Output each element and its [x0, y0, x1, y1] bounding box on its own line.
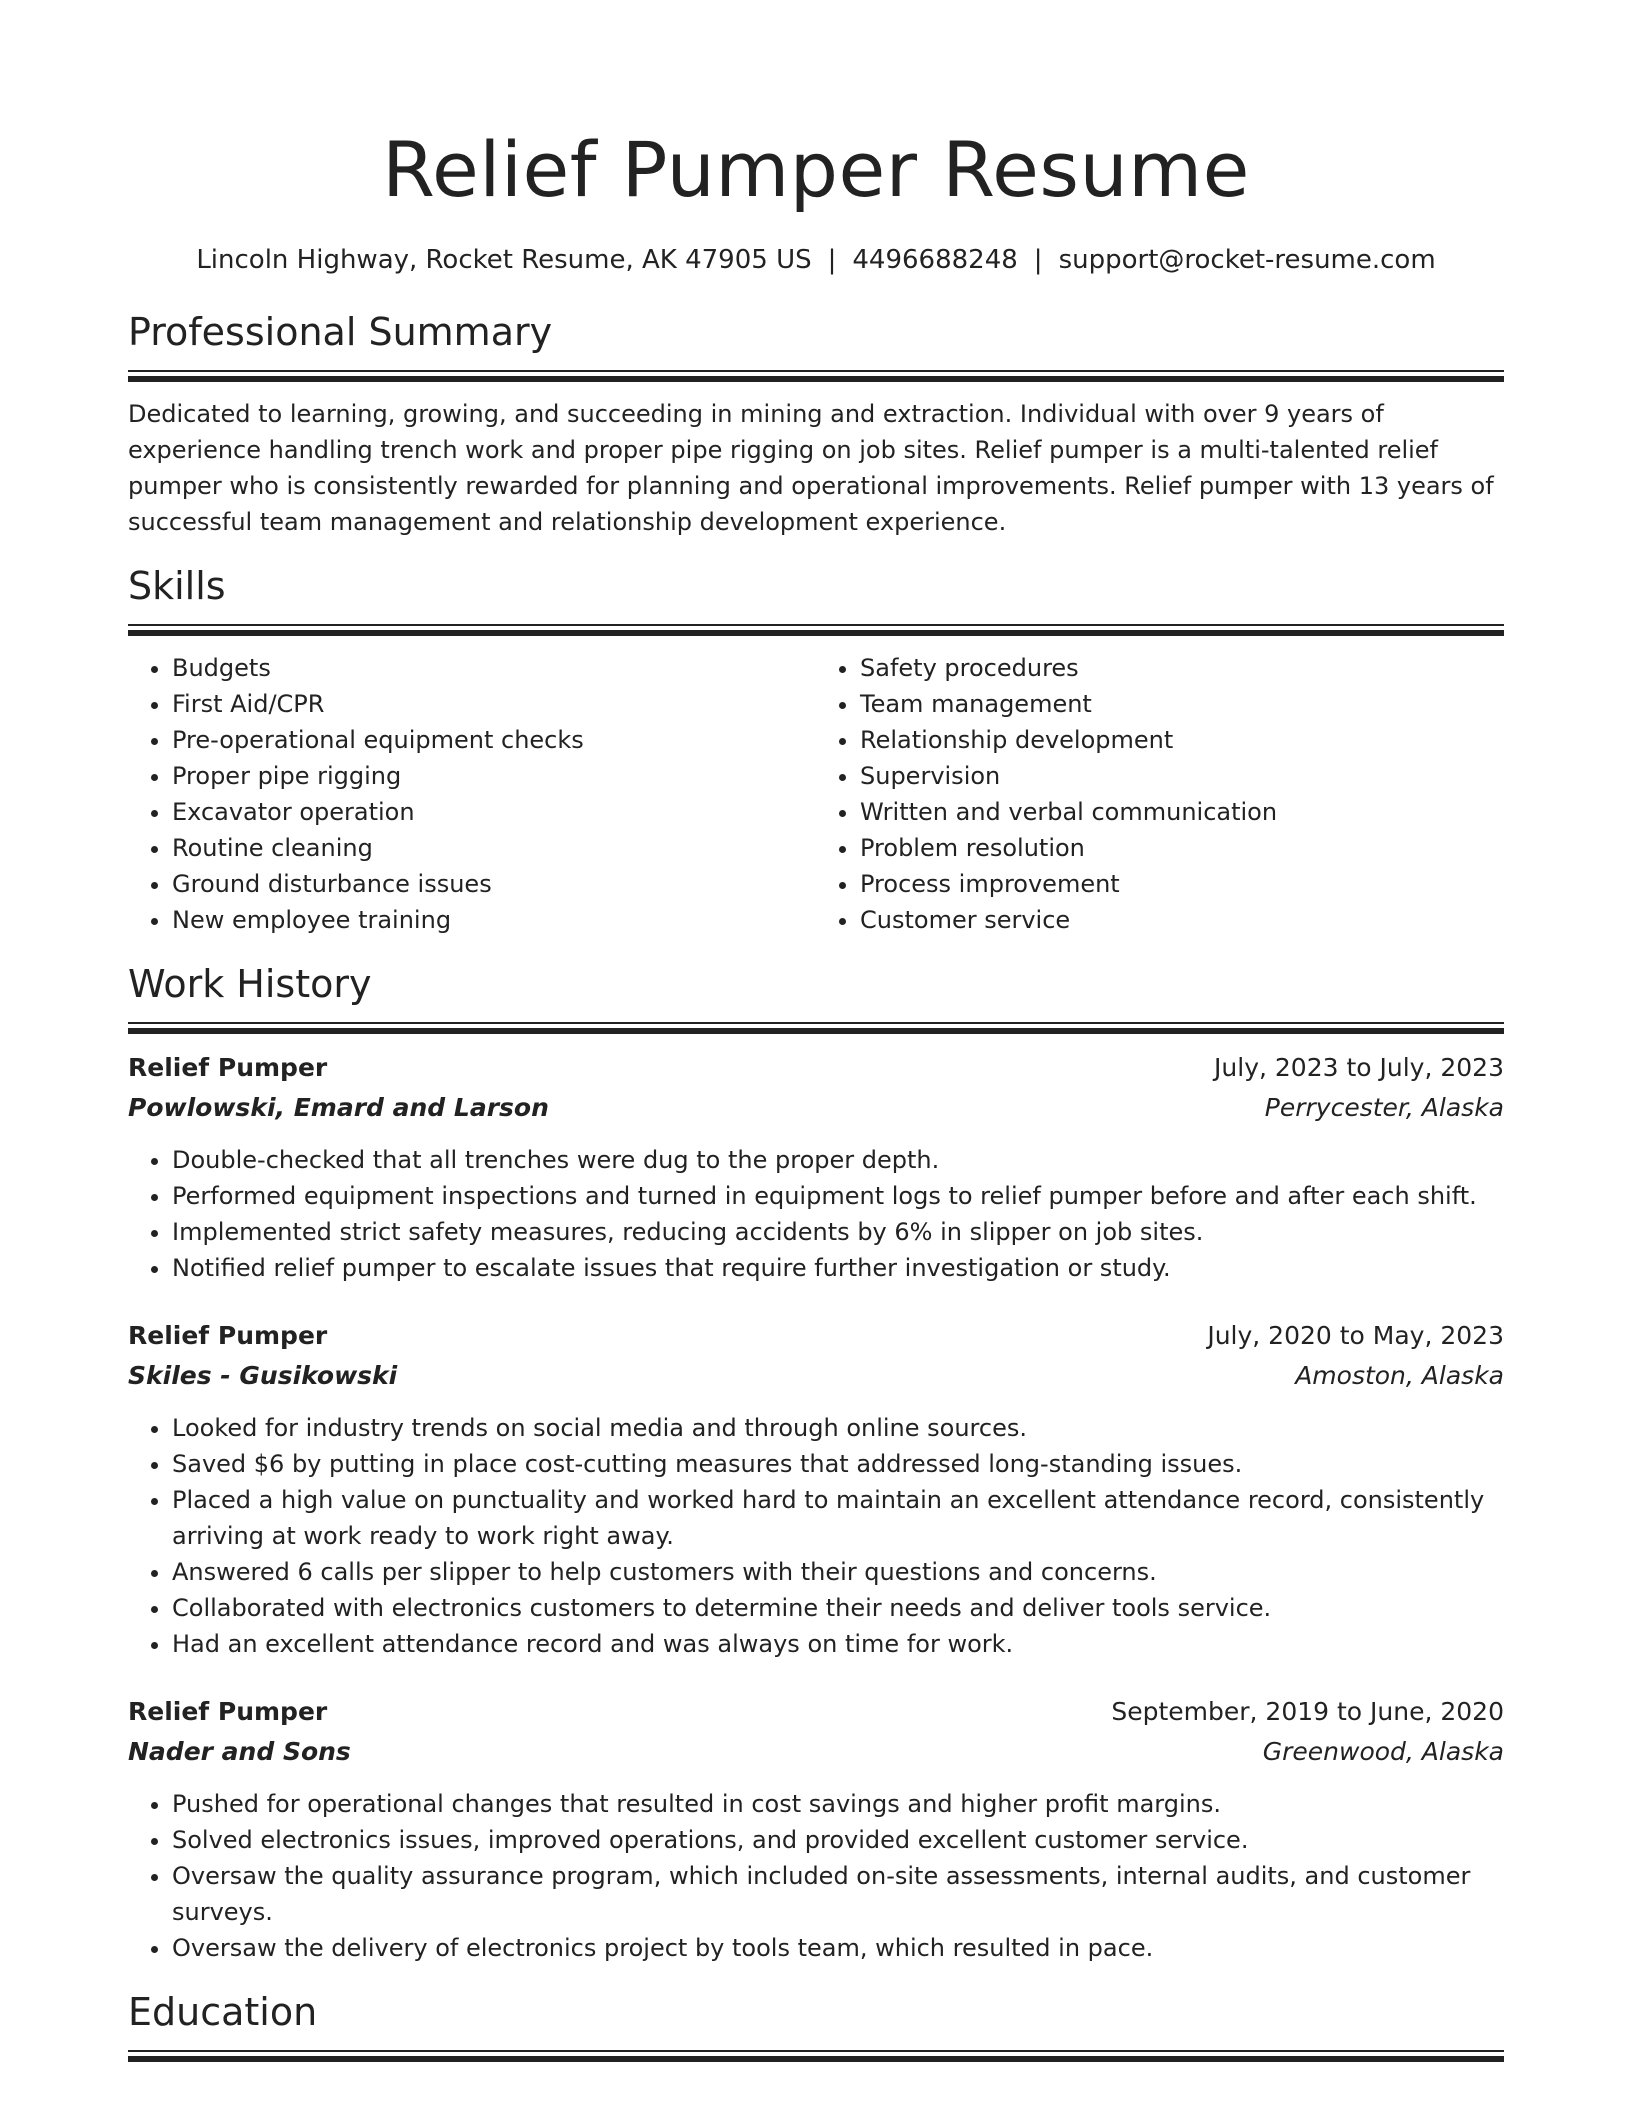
contact-line: [128, 242, 1504, 278]
section-divider: [128, 2050, 1504, 2062]
job-bullet: • Oversaw the quality assurance program, which included on-site assessments, internal audits, and customer surveys.: [172, 1858, 1504, 1930]
skill-item: • Ground disturbance issues: [172, 866, 816, 902]
skill-item: • Process improvement: [860, 866, 1504, 902]
job-title: Relief Pumper: [128, 1321, 328, 1350]
skill-item: • Excavator operation: [172, 794, 816, 830]
skill-item: • Budgets: [172, 650, 816, 686]
job-bullet: • Solved electronics issues, improved operations, and provided excellent customer service.: [172, 1822, 1504, 1858]
job-bullet: • Had an excellent attendance record and was always on time for work.: [172, 1626, 1504, 1662]
job-entry: [128, 1316, 1504, 1662]
job-bullet: • Pushed for operational changes that resulted in cost savings and higher profit margins.: [172, 1786, 1504, 1822]
skills-list-right: [816, 650, 1504, 938]
job-location: Perrycester, Alaska: [1264, 1093, 1504, 1122]
skill-item: • Supervision: [860, 758, 1504, 794]
section-divider: [128, 370, 1504, 382]
job-title: Relief Pumper: [128, 1053, 328, 1082]
job-company: Nader and Sons: [128, 1737, 351, 1766]
skill-item: • Routine cleaning: [172, 830, 816, 866]
section-title-skills: Skills: [128, 564, 226, 608]
job-entry: [128, 1048, 1504, 1286]
job-employer-row: [128, 1732, 1504, 1772]
contact-separator: |: [827, 245, 837, 275]
job-header-row: [128, 1316, 1504, 1356]
skill-item: • Safety procedures: [860, 650, 1504, 686]
job-company: Powlowski, Emard and Larson: [128, 1093, 549, 1122]
job-location: Amoston, Alaska: [1295, 1361, 1504, 1390]
job-bullet: • Double-checked that all trenches were dug to the proper depth.: [172, 1142, 1504, 1178]
contact-phone: 4496688248: [852, 245, 1018, 275]
section-divider: [128, 1022, 1504, 1034]
job-bullet: • Oversaw the delivery of electronics project by tools team, which resulted in pace.: [172, 1930, 1504, 1966]
skill-item: • Written and verbal communication: [860, 794, 1504, 830]
section-divider: [128, 624, 1504, 636]
skill-item: • First Aid/CPR: [172, 686, 816, 722]
job-dates: July, 2020 to May, 2023: [1207, 1321, 1504, 1350]
summary-text: Dedicated to learning, growing, and succeeding in mining and extraction. Individual with over 9 years of experience handling trench work and proper pipe rigging on job sites. Relief pumper is a multi-talented relief pumper who is consistently rewarded for planning and operational improvements. Relief pumper with 13 years of successful team management and relationship development experience.: [128, 400, 1494, 536]
section-skills: [128, 562, 1504, 938]
job-employer-row: [128, 1088, 1504, 1128]
section-title-work: Work History: [128, 962, 372, 1006]
job-dates: July, 2023 to July, 2023: [1214, 1053, 1504, 1082]
contact-separator: |: [1033, 245, 1043, 275]
job-bullet: • Notified relief pumper to escalate issues that require further investigation or study.: [172, 1250, 1504, 1286]
job-bullets: [128, 1410, 1504, 1662]
skill-item: • Relationship development: [860, 722, 1504, 758]
skill-item: • Problem resolution: [860, 830, 1504, 866]
section-work-history: [128, 960, 1504, 1966]
job-bullet: • Looked for industry trends on social media and through online sources.: [172, 1410, 1504, 1446]
job-header-row: [128, 1048, 1504, 1088]
job-bullet: • Saved $6 by putting in place cost-cutting measures that addressed long-standing issues.: [172, 1446, 1504, 1482]
job-entry: [128, 1692, 1504, 1966]
job-location: Greenwood, Alaska: [1262, 1737, 1504, 1766]
job-bullet: • Performed equipment inspections and turned in equipment logs to relief pumper before and after each shift.: [172, 1178, 1504, 1214]
skill-item: • Team management: [860, 686, 1504, 722]
contact-email: support@rocket-resume.com: [1058, 245, 1436, 275]
job-bullet: • Collaborated with electronics customers to determine their needs and deliver tools service.: [172, 1590, 1504, 1626]
resume-title: Relief Pumper Resume: [382, 125, 1250, 214]
skill-item: • New employee training: [172, 902, 816, 938]
job-bullets: [128, 1786, 1504, 1966]
job-bullet: • Implemented strict safety measures, reducing accidents by 6% in slipper on job sites.: [172, 1214, 1504, 1250]
job-company: Skiles - Gusikowski: [128, 1361, 398, 1390]
section-title-education: Education: [128, 1990, 318, 2034]
job-title: Relief Pumper: [128, 1697, 328, 1726]
skill-item: • Proper pipe rigging: [172, 758, 816, 794]
section-summary: [128, 308, 1504, 540]
job-dates: September, 2019 to June, 2020: [1111, 1697, 1504, 1726]
job-header-row: [128, 1692, 1504, 1732]
skill-item: • Customer service: [860, 902, 1504, 938]
job-employer-row: [128, 1356, 1504, 1396]
job-bullet: • Answered 6 calls per slipper to help customers with their questions and concerns.: [172, 1554, 1504, 1590]
job-bullet: • Placed a high value on punctuality and worked hard to maintain an excellent attendance record, consistently arriving at work ready to work right away.: [172, 1482, 1504, 1554]
skills-list-left: [128, 650, 816, 938]
section-title-summary: Professional Summary: [128, 310, 553, 354]
section-education: [128, 1988, 1504, 2062]
skill-item: • Pre-operational equipment checks: [172, 722, 816, 758]
skills-columns: [128, 650, 1504, 938]
contact-address: Lincoln Highway, Rocket Resume, AK 47905 US: [196, 245, 812, 275]
job-bullets: [128, 1142, 1504, 1286]
